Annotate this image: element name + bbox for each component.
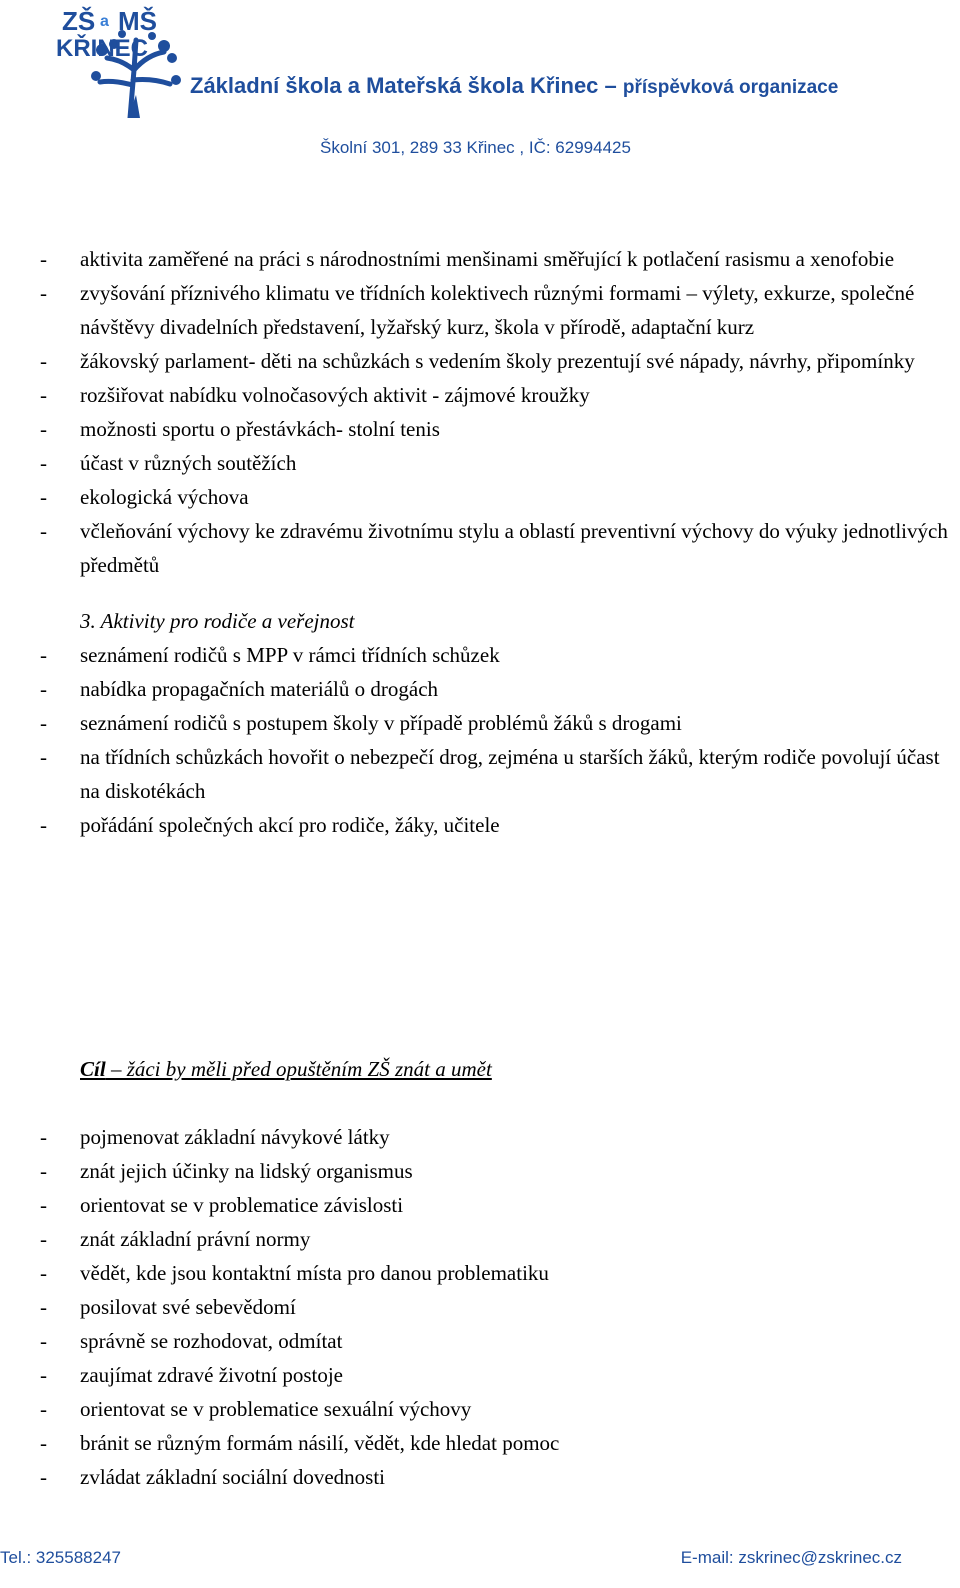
- section-heading-parents: 3. Aktivity pro rodiče a veřejnost: [80, 609, 355, 633]
- list-item-text: možnosti sportu o přestávkách- stolní tenis: [80, 417, 440, 441]
- list-item-text: na třídních schůzkách hovořit o nebezpečí drog, zejména u starších žáků, kterým rodiče povolují účast na diskotékách: [80, 745, 940, 803]
- goal-heading-text: – žáci by měli před opuštěním ZŠ znát a umět: [105, 1057, 492, 1081]
- list-item: [40, 1222, 955, 1256]
- list-item: [40, 514, 955, 582]
- list-item-text: pořádání společných akcí pro rodiče, žáky, učitele: [80, 813, 500, 837]
- org-type: příspěvková organizace: [622, 77, 839, 98]
- list-item-text: zvyšování příznivého klimatu ve třídních kolektivech různými formami – výlety, exkurze, společné návštěvy divadelních představení, lyžařský kurz, škola v přírodě, adaptační kurz: [80, 281, 915, 339]
- list-item-text: rozšiřovat nabídku volnočasových aktivit - zájmové kroužky: [80, 383, 590, 407]
- list-item: [40, 344, 955, 378]
- svg-text:KŘINEC: KŘINEC: [56, 35, 149, 62]
- list-bullet-dash: -: [40, 1397, 47, 1421]
- school-name: [190, 73, 960, 99]
- goal-list: [40, 1120, 955, 1494]
- list-bullet-dash: -: [40, 349, 47, 373]
- list-item-text: posilovat své sebevědomí: [80, 1295, 296, 1319]
- list-item: [40, 1392, 955, 1426]
- svg-text:ZŠ: ZŠ: [62, 6, 96, 36]
- school-name-main: Základní škola a Mateřská škola Křinec –: [190, 73, 623, 98]
- school-logo: [52, 0, 192, 118]
- list-item: [40, 242, 955, 276]
- list-item-text: žákovský parlament- děti na schůzkách s vedením školy prezentují své nápady, návrhy, připomínky: [80, 349, 915, 373]
- list-item: [40, 740, 955, 808]
- list-bullet-dash: -: [40, 247, 47, 271]
- list-bullet-dash: -: [40, 485, 47, 509]
- list-bullet-dash: -: [40, 1431, 47, 1455]
- list-bullet-dash: -: [40, 1261, 47, 1285]
- list-item: [40, 446, 955, 480]
- school-address: Školní 301, 289 33 Křinec , IČ: 62994425: [320, 138, 631, 157]
- list-item-text: aktivita zaměřené na práci s národnostními menšinami směřující k potlačení rasismu a xenofobie: [80, 247, 895, 271]
- list-item-text: zaujímat zdravé životní postoje: [80, 1363, 343, 1387]
- list-bullet-dash: -: [40, 451, 47, 475]
- list-item: [40, 1256, 955, 1290]
- list-bullet-dash: -: [40, 643, 47, 667]
- list-bullet-dash: -: [40, 1159, 47, 1183]
- list-bullet-dash: -: [40, 813, 47, 837]
- footer-email: E-mail: zskrinec@zskrinec.cz: [680, 1548, 902, 1567]
- list-bullet-dash: -: [40, 383, 47, 407]
- list-item: [40, 378, 955, 412]
- list-item: [40, 1290, 955, 1324]
- list-item: [40, 1324, 955, 1358]
- list-item-text: znát jejich účinky na lidský organismus: [80, 1159, 413, 1183]
- list-bullet-dash: -: [40, 417, 47, 441]
- list-item: [40, 1358, 955, 1392]
- list-bullet-dash: -: [40, 281, 47, 305]
- goal-section: [40, 1052, 955, 1494]
- list-bullet-dash: -: [40, 1363, 47, 1387]
- activities-list: [40, 242, 955, 582]
- list-item: [40, 1460, 955, 1494]
- list-item: [40, 706, 955, 740]
- list-item-text: zvládat základní sociální dovednosti: [80, 1465, 385, 1489]
- list-bullet-dash: -: [40, 1125, 47, 1149]
- list-bullet-dash: -: [40, 519, 47, 543]
- list-item: [40, 412, 955, 446]
- list-item-text: správně se rozhodovat, odmítat: [80, 1329, 343, 1353]
- list-bullet-dash: -: [40, 1227, 47, 1251]
- list-item: [40, 276, 955, 344]
- footer-phone: Tel.: 325588247: [0, 1548, 121, 1567]
- list-item: [40, 1120, 955, 1154]
- list-bullet-dash: -: [40, 1295, 47, 1319]
- list-item: [40, 808, 955, 842]
- goal-heading: [40, 1052, 955, 1086]
- list-item-text: včleňování výchovy ke zdravému životnímu stylu a oblastí preventivní výchovy do výuky jednotlivých předmětů: [80, 519, 948, 577]
- list-item-text: účast v různých soutěžích: [80, 451, 297, 475]
- list-item-text: pojmenovat základní návykové látky: [80, 1125, 390, 1149]
- list-item-text: orientovat se v problematice závislosti: [80, 1193, 404, 1217]
- list-item-text: bránit se různým formám násilí, vědět, kde hledat pomoc: [80, 1431, 560, 1455]
- document-body: [40, 242, 955, 842]
- svg-text:a: a: [100, 13, 109, 30]
- goal-word: Cíl: [80, 1057, 106, 1081]
- list-item: [40, 480, 955, 514]
- list-item-text: nabídka propagačních materiálů o drogách: [80, 677, 439, 701]
- list-item-text: vědět, kde jsou kontaktní místa pro danou problematiku: [80, 1261, 549, 1285]
- list-item: [40, 672, 955, 706]
- list-item: [40, 1426, 955, 1460]
- svg-text:MŠ: MŠ: [118, 6, 157, 36]
- list-item-text: orientovat se v problematice sexuální výchovy: [80, 1397, 472, 1421]
- list-bullet-dash: -: [40, 1329, 47, 1353]
- list-bullet-dash: -: [40, 745, 47, 769]
- list-bullet-dash: -: [40, 1465, 47, 1489]
- list-item-text: znát základní právní normy: [80, 1227, 311, 1251]
- list-item: [40, 1154, 955, 1188]
- parents-activities-list: [40, 638, 955, 842]
- list-item: [40, 1188, 955, 1222]
- list-item: [40, 638, 955, 672]
- list-bullet-dash: -: [40, 677, 47, 701]
- list-item-text: ekologická výchova: [80, 485, 249, 509]
- list-item-text: seznámení rodičů s postupem školy v případě problémů žáků s drogami: [80, 711, 682, 735]
- list-item-text: seznámení rodičů s MPP v rámci třídních schůzek: [80, 643, 500, 667]
- list-bullet-dash: -: [40, 711, 47, 735]
- list-bullet-dash: -: [40, 1193, 47, 1217]
